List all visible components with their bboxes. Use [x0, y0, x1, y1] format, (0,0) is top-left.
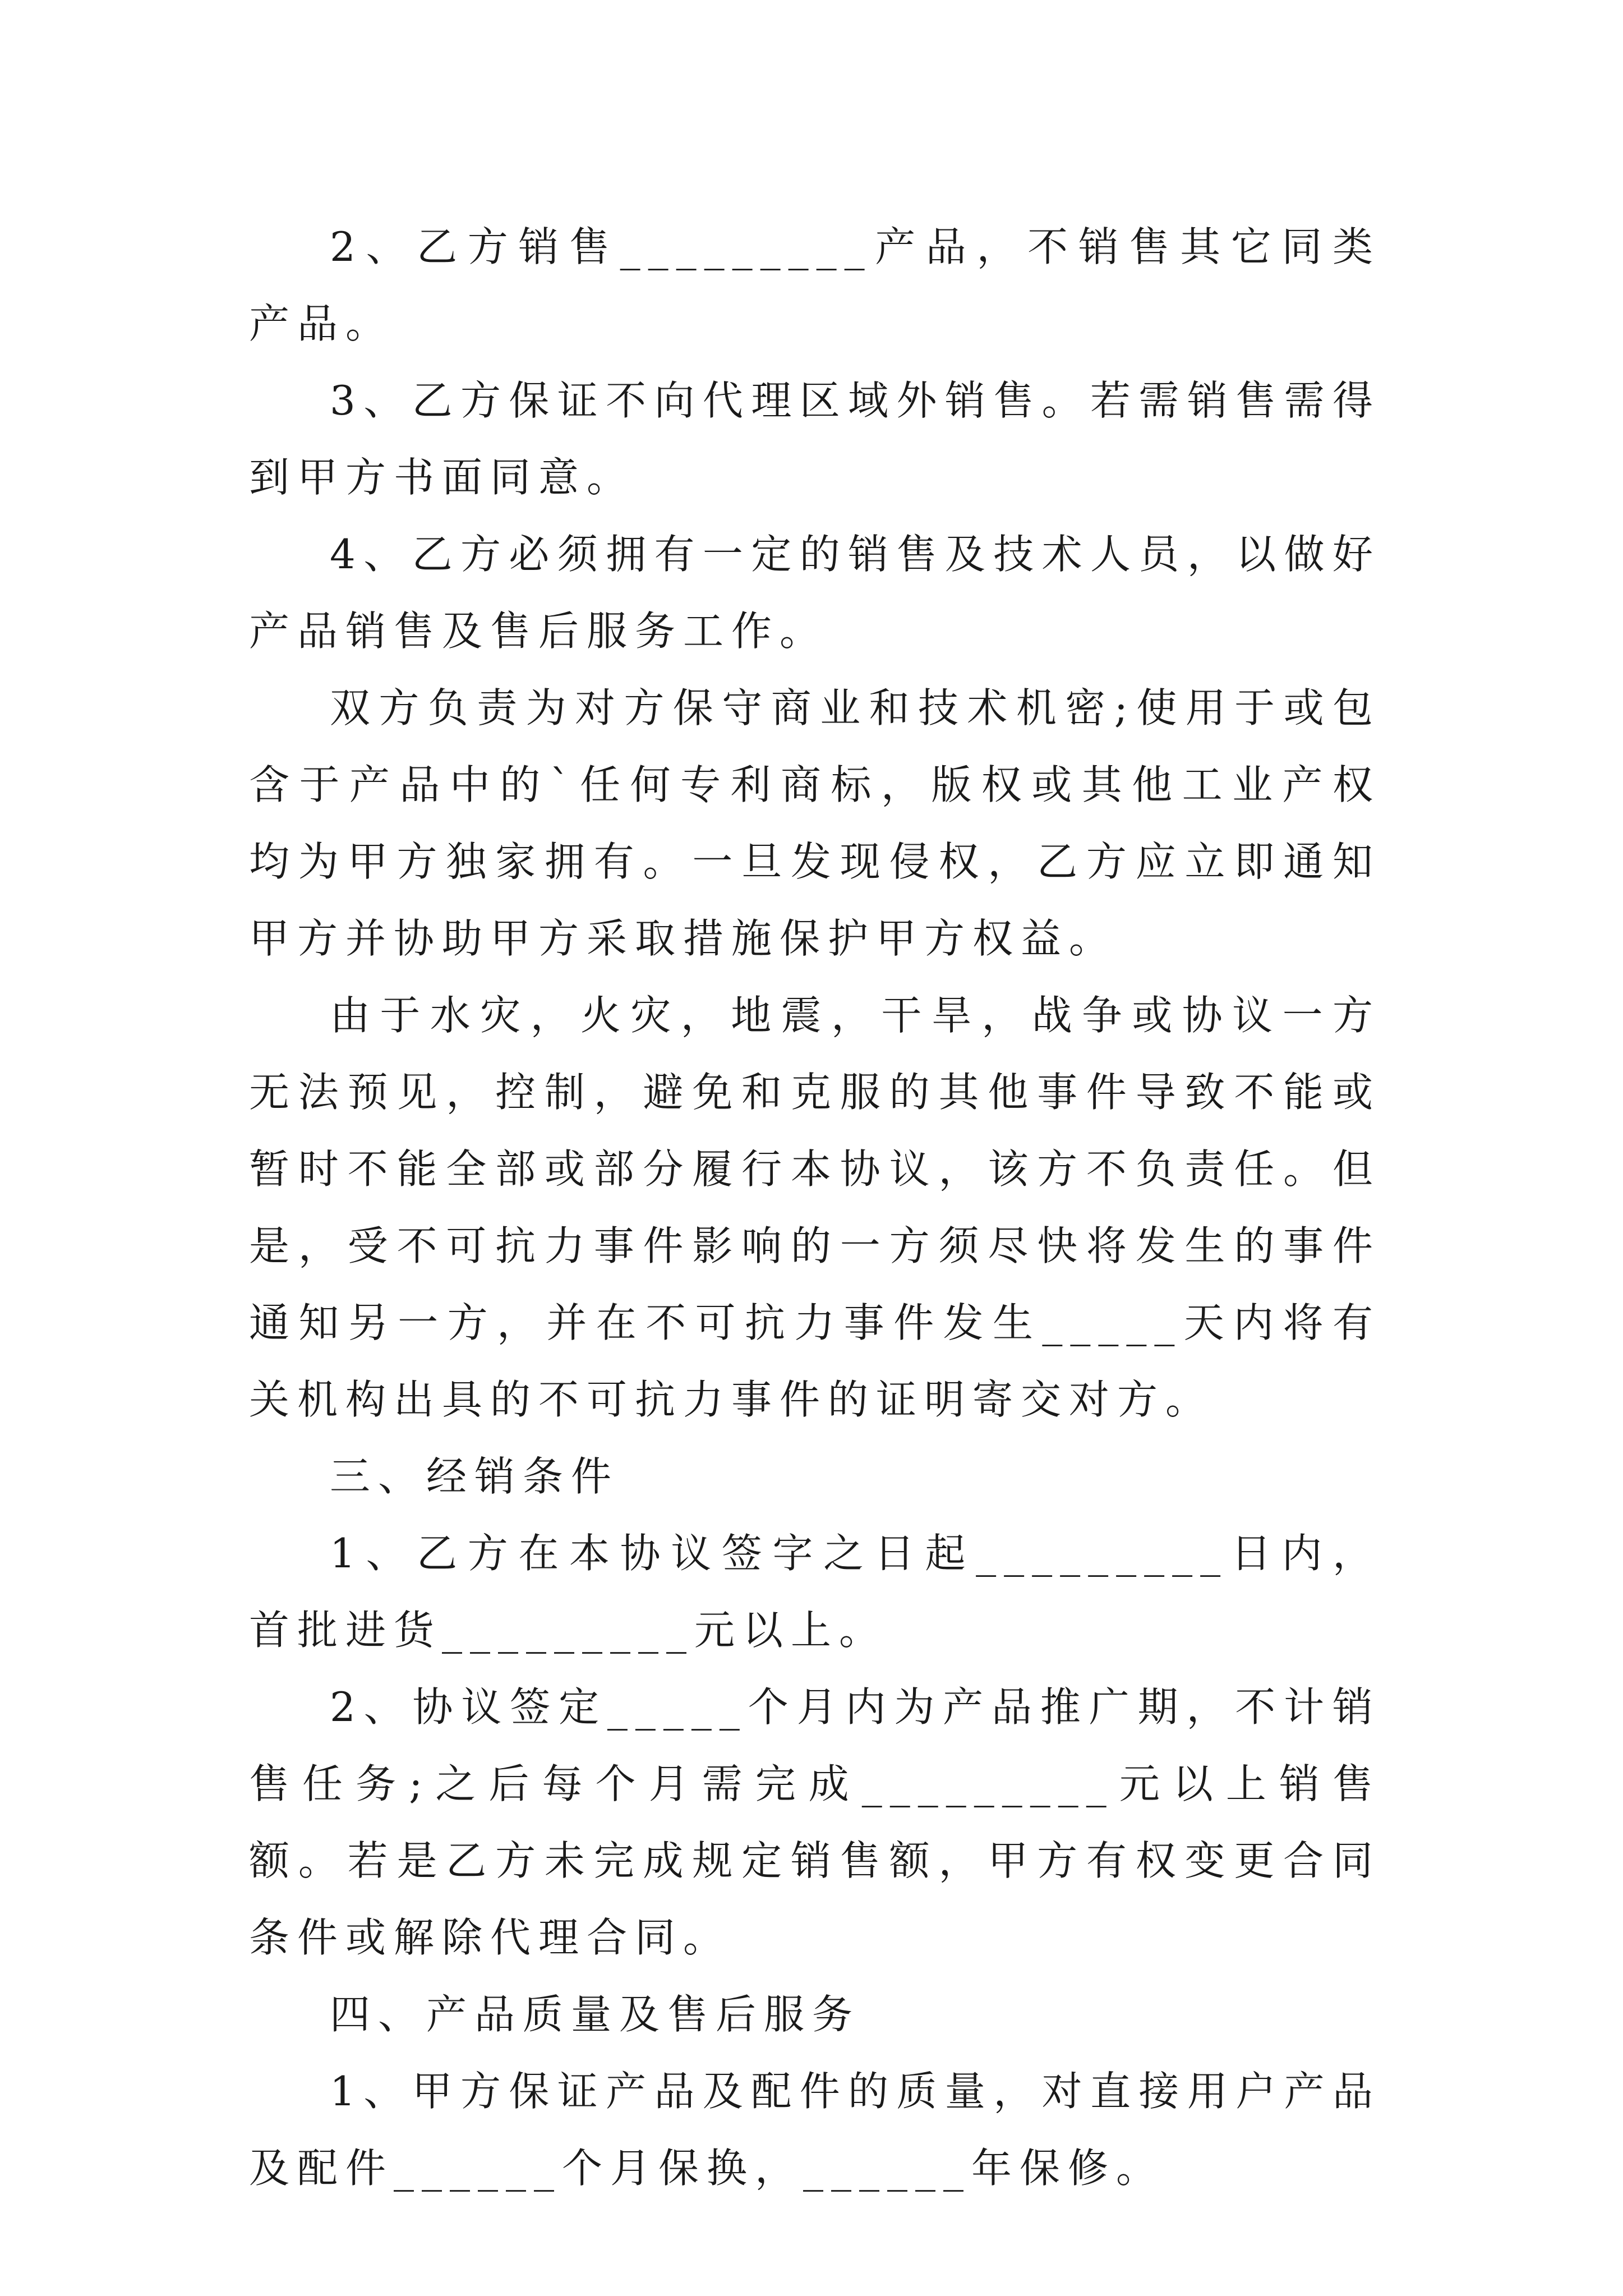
paragraph-clause-2-3: 3、乙方保证不向代理区域外销售。若需销售需得到甲方书面同意。	[249, 377, 1381, 501]
paragraph-clause-4-1: 1、甲方保证产品及配件的质量，对直接用户产品及配件______个月保换，______年保修。	[249, 2068, 1381, 2192]
paragraph-clause-3-1: 1、乙方在本协议签字之日起_________日内，首批进货_________元以上。	[249, 1530, 1381, 1654]
paragraph-clause-2-2: 2、乙方销售_________产品，不销售其它同类产品。	[249, 223, 1381, 347]
section-heading-distribution-terms: 三、经销条件	[330, 1453, 620, 1500]
paragraph-clause-3-2: 2、协议签定_____个月内为产品推广期，不计销售任务;之后每个月需完成_________元以上销售额。若是乙方未完成规定销售额，甲方有权变更合同条件或解除代理合同。	[249, 1683, 1381, 1961]
paragraph-clause-2-4: 4、乙方必须拥有一定的销售及技术人员，以做好产品销售及售后服务工作。	[249, 531, 1381, 655]
paragraph-confidentiality: 双方负责为对方保守商业和技术机密;使用于或包含于产品中的`任何专利商标，版权或其他工业产权均为甲方独家拥有。一旦发现侵权，乙方应立即通知甲方并协助甲方采取措施保护甲方权益。	[249, 684, 1381, 962]
document-page	[249, 209, 1381, 2207]
paragraph-force-majeure: 由于水灾，火灾，地震，干旱，战争或协议一方无法预见，控制，避免和克服的其他事件导致不能或暂时不能全部或部分履行本协议，该方不负责任。但是，受不可抗力事件影响的一方须尽快将发生的事件通知另一方，并在不可抗力事件发生_____天内将有关机构出具的不可抗力事件的证明寄交对方。	[249, 992, 1381, 1423]
section-heading-quality-service: 四、产品质量及售后服务	[330, 1991, 861, 2038]
